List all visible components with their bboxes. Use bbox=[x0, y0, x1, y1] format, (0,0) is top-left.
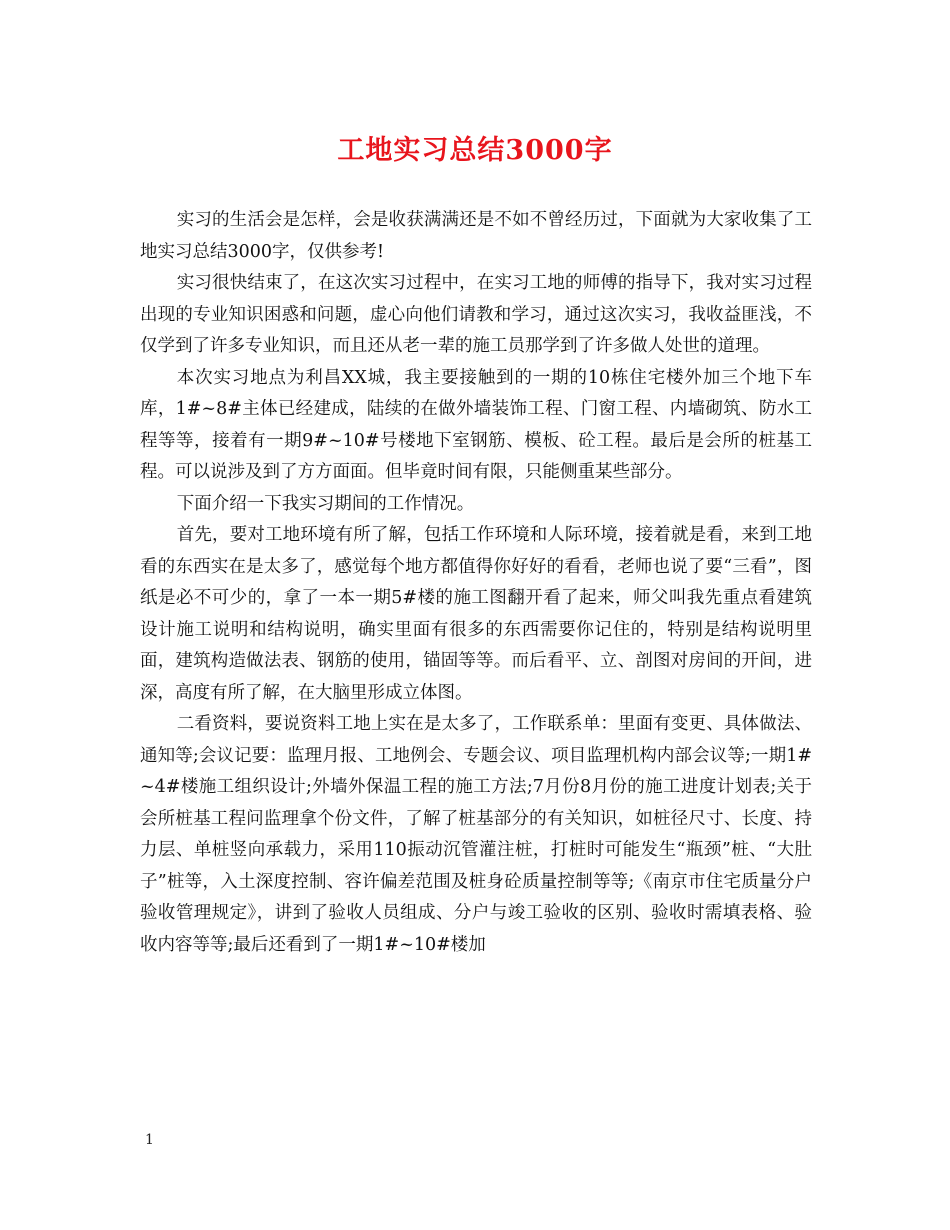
paragraph-first-look: 首先，要对工地环境有所了解，包括工作环境和人际环境，接着就是看，来到工地看的东西实在是太多了，感觉每个地方都值得你好好的看看，老师也说了要“三看”，图纸是必不可少的，拿了一本一期5#楼的施工图翻开看了起来，师父叫我先重点看建筑设计施工说明和结构说明，确实里面有很多的东西需要你记住的，特别是结构说明里面，建筑构造做法表、钢筋的使用，锚固等等。而后看平、立、剖图对房间的开间，进深，高度有所了解，在大脑里形成立体图。 bbox=[140, 525, 812, 703]
paragraph-location: 本次实习地点为利昌XX城，我主要接触到的一期的10栋住宅楼外加三个地下车库，1#~8#主体已经建成，陆续的在做外墙装饰工程、门窗工程、内墙砌筑、防水工程等等，接着有一期9#~10#号楼地下室钢筋、模板、砼工程。最后是会所的桩基工程。可以说涉及到了方方面面。但毕竟时间有限，只能侧重某些部分。 bbox=[140, 367, 812, 482]
document-title: 工地实习总结3000字 bbox=[337, 135, 613, 166]
document-body bbox=[140, 205, 812, 961]
paragraph-work-intro: 下面介绍一下我实习期间的工作情况。 bbox=[176, 493, 475, 514]
page-number: 1 bbox=[145, 1132, 154, 1148]
paragraph-second-look: 二看资料，要说资料工地上实在是太多了，工作联系单：里面有变更、具体做法、通知等;会议记要：监理月报、工地例会、专题会议、项目监理机构内部会议等;一期1#~4#楼施工组织设计;外墙外保温工程的施工方法;7月份8月份的施工进度计划表;关于会所桩基工程问监理拿个份文件，了解了桩基部分的有关知识，如桩径尺寸、长度、持力层、单桩竖向承载力，采用110振动沉管灌注桩，打桩时可能发生“瓶颈”桩、“大肚子”桩等，入土深度控制、容许偏差范围及桩身砼质量控制等等;《南京市住宅质量分户验收管理规定》，讲到了验收人员组成、分户与竣工验收的区别、验收时需填表格、验收内容等等;最后还看到了一期1#~10#楼加 bbox=[140, 714, 812, 955]
paragraph-intro: 实习的生活会是怎样，会是收获满满还是不如不曾经历过，下面就为大家收集了工地实习总结3000字，仅供参考! bbox=[140, 210, 812, 262]
paragraph-summary: 实习很快结束了，在这次实习过程中，在实习工地的师傅的指导下，我对实习过程出现的专业知识困惑和问题，虚心向他们请教和学习，通过这次实习，我收益匪浅，不仅学到了许多专业知识，而且还从老一辈的施工员那学到了许多做人处世的道理。 bbox=[140, 273, 812, 356]
